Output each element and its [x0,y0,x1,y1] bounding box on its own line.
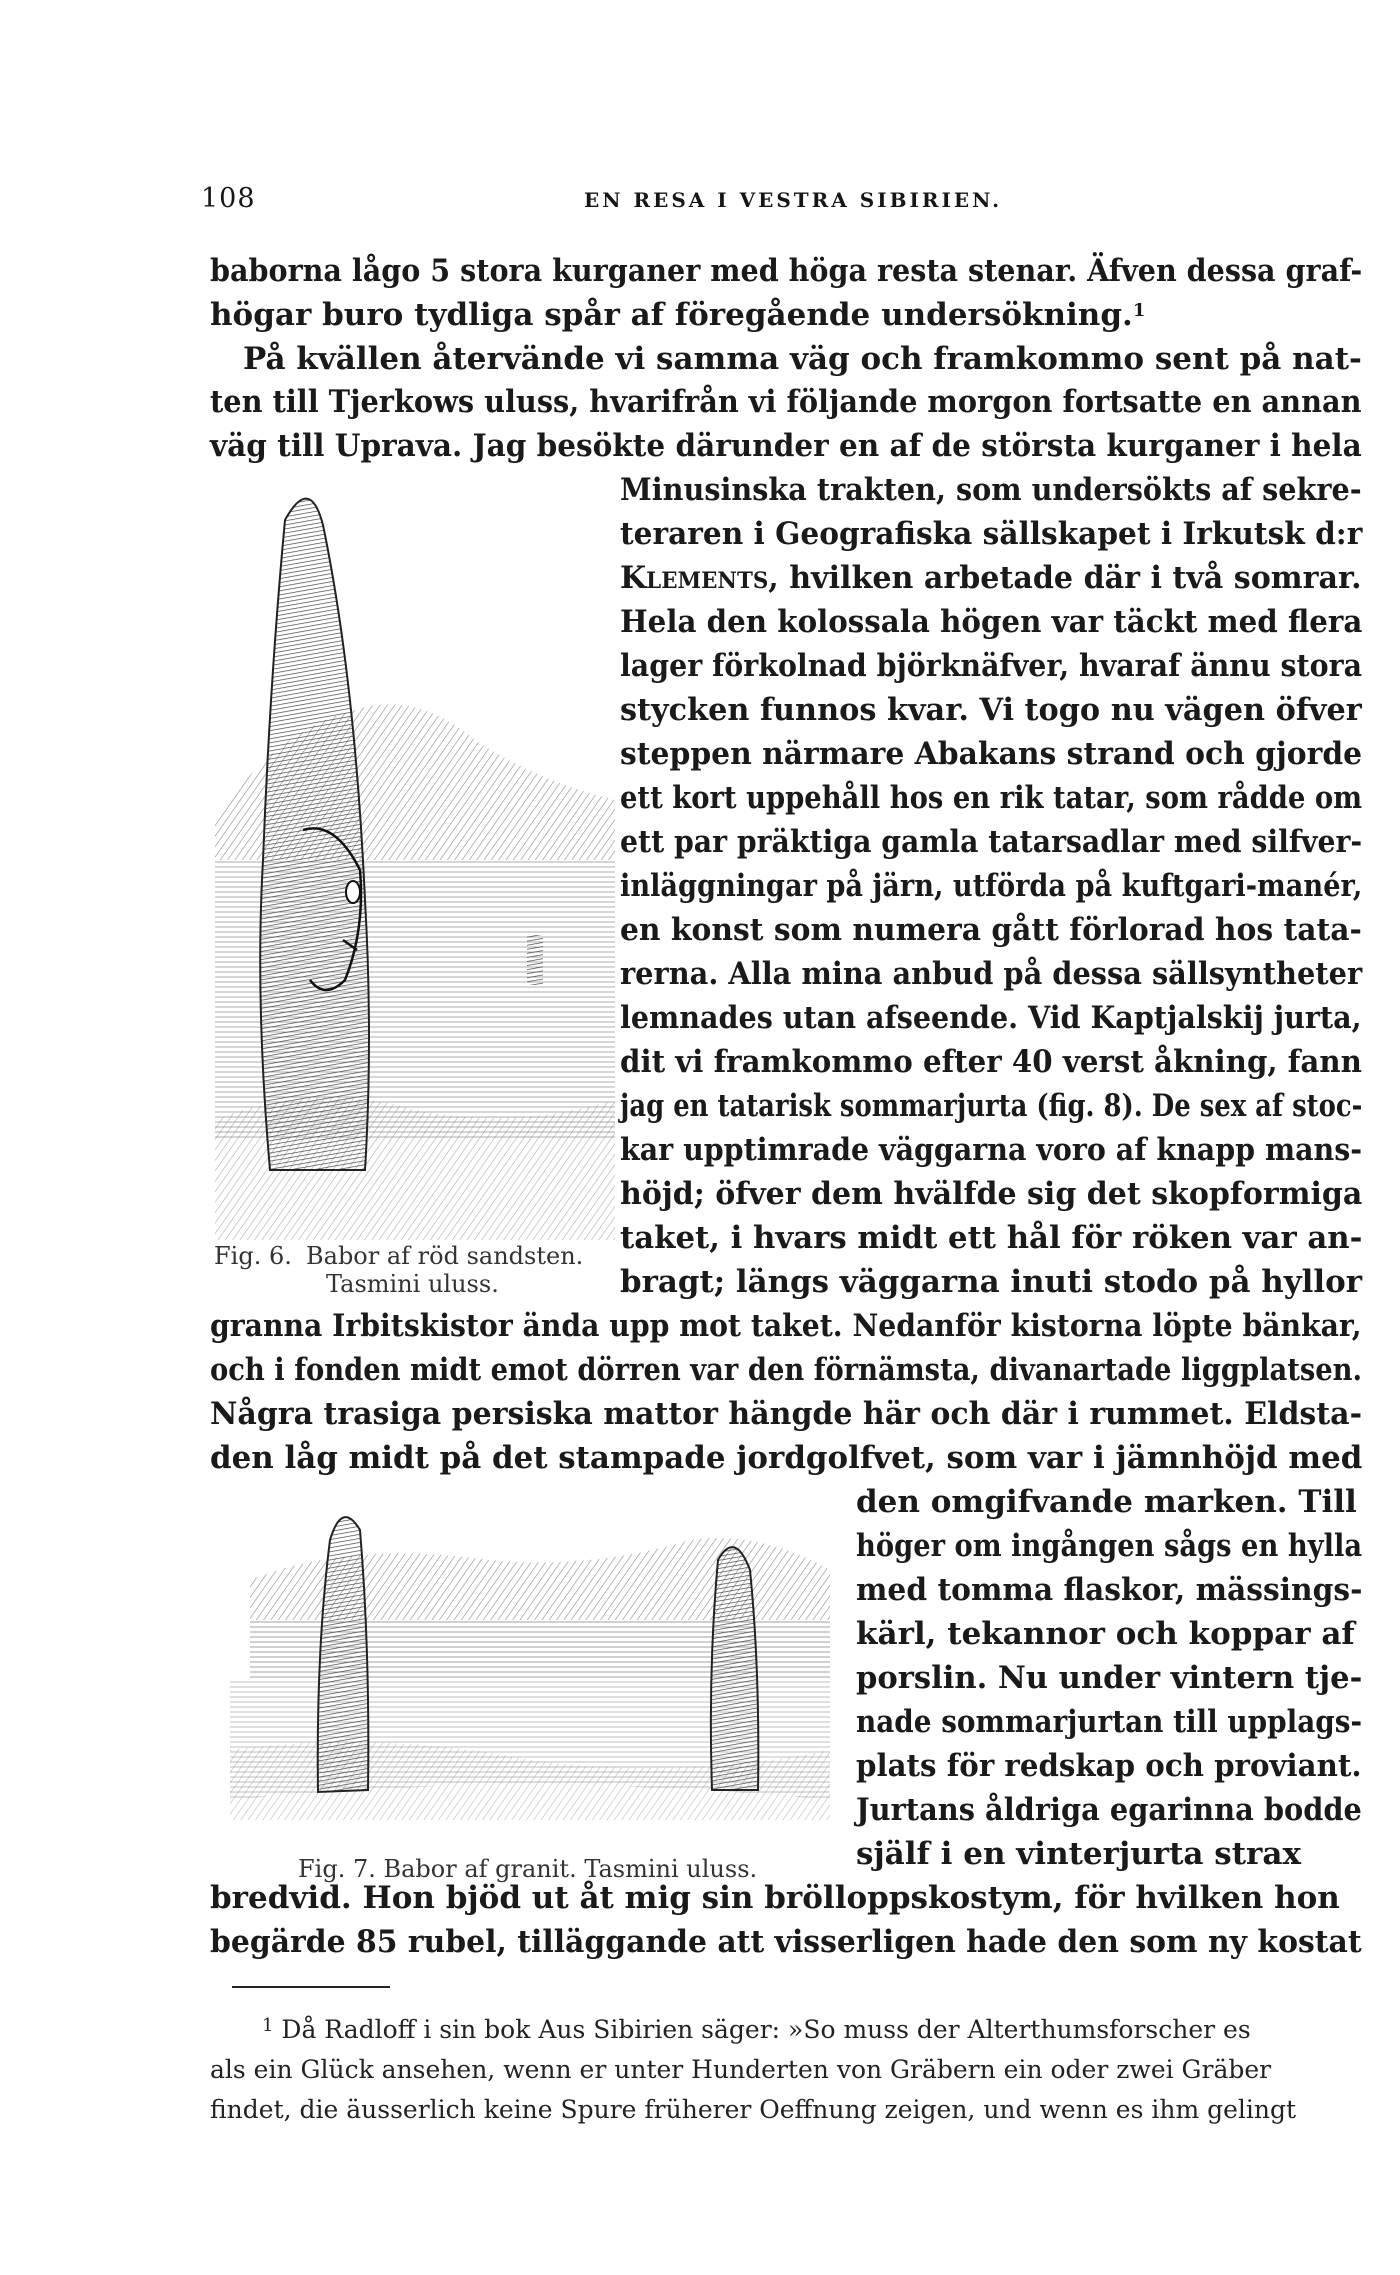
text-line: den låg midt på det stampade jordgolfvet, som var i jämnhöjd med [210,1440,1363,1476]
text-line: begärde 85 rubel, tilläggande att visserligen hade den som ny kostat [210,1924,1362,1960]
figure-6-illustration [215,480,615,1240]
text-line-content: högar buro tydliga spår af föregående undersökning. [210,297,1133,333]
text-line: den omgifvande marken. Till [856,1484,1357,1520]
text-line: ett kort uppehåll hos en rik tatar, som rådde om [620,780,1363,816]
text-line: stycken funnos kvar. Vi togo nu vägen öfver [620,692,1362,728]
figure-7-caption: Fig. 7. Babor af granit. Tasmini uluss. [298,1855,758,1883]
footnote-rule [232,1986,390,1988]
text-line: plats för redskap och proviant. [856,1748,1362,1784]
text-line: Hela den kolossala högen var täckt med flera [620,604,1363,640]
text-line: en konst som numera gått förlorad hos tata- [620,912,1362,948]
figure-6-caption-line1: Babor af röd sandsten. [306,1242,584,1270]
text-line [620,556,1362,600]
running-title: EN RESA I VESTRA SIBIRIEN. [584,188,1003,212]
text-line: Minusinska trakten, som undersökts af sekre- [620,472,1362,508]
text-line: kar upptimrade väggarna voro af knapp mans- [620,1132,1363,1168]
text-line: bragt; längs väggarna inuti stodo på hyllor [620,1264,1362,1300]
text-line: rerna. Alla mina anbud på dessa sällsyntheter [620,956,1363,992]
text-line: lager förkolnad björknäfver, hvaraf ännu stora [620,648,1363,684]
text-line: steppen närmare Abakans strand och gjorde [620,736,1363,772]
text-line: porslin. Nu under vintern tje- [856,1660,1363,1696]
footnote-line: findet, die äusserlich keine Spure früherer Oeffnung zeigen, und wenn es ihm gelingt [210,2095,1297,2124]
figure-6-caption-line2: Tasmini uluss. [326,1270,499,1298]
footnote-text: Då Radloff i sin bok Aus Sibirien säger: »So muss der Alterthumsforscher es [281,2015,1251,2044]
text-line: ett par präktiga gamla tatarsadlar med silfver- [620,824,1363,860]
text-line: taket, i hvars midt ett hål för röken var an- [620,1220,1363,1256]
footnote-reference: 1 [1132,300,1146,321]
text-line: och i fonden midt emot dörren var den förnämsta, divanartade liggplatsen. [210,1352,1363,1388]
figure-7-illustration [230,1500,830,1820]
text-line: höjd; öfver dem hvälfde sig det skopformiga [620,1176,1363,1212]
text-line: med tomma flaskor, mässings- [856,1572,1363,1608]
text-line: teraren i Geografiska sällskapet i Irkutsk d:r [620,516,1363,552]
text-line [210,293,1145,337]
text-line: väg till Uprava. Jag besökte därunder en af de största kurganer i hela [210,428,1362,464]
text-line: dit vi framkommo efter 40 verst åkning, fann [620,1044,1362,1080]
text-line: På kvällen återvände vi samma väg och framkommo sent på nat- [243,341,1362,377]
footnote-line: als ein Glück ansehen, wenn er unter Hunderten von Gräbern ein oder zwei Gräber [210,2055,1272,2084]
text-line: själf i en vinterjurta strax [856,1836,1301,1872]
text-line: lemnades utan afseende. Vid Kaptjalskij jurta, [620,1000,1362,1036]
text-line: kärl, tekannor och koppar af [856,1616,1355,1652]
footnote-marker: 1 [262,2015,274,2036]
text-line: nade sommarjurtan till upplags- [856,1704,1363,1740]
person-name: Klements [620,560,769,596]
text-line: jag en tatarisk sommarjurta (fig. 8). De sex af stoc- [620,1088,1363,1124]
text-line: Några trasiga persiska mattor hängde här och där i rummet. Eldsta- [210,1396,1363,1432]
text-line: Jurtans åldriga egarinna bodde [856,1792,1362,1828]
text-line: ten till Tjerkows uluss, hvarifrån vi följande morgon fortsatte en annan [210,384,1362,420]
page-number: 108 [201,183,256,214]
text-line: granna Irbitskistor ända upp mot taket. Nedanför kistorna löpte bänkar, [210,1308,1362,1344]
text-line: inläggningar på järn, utförda på kuftgari-manér, [620,868,1363,904]
text-line: höger om ingången sågs en hylla [856,1528,1363,1564]
text-line-content: , hvilken arbetade där i två somrar. [768,560,1362,596]
footnote-line [262,2010,1251,2050]
figure-6-label: Fig. 6. [214,1242,292,1270]
text-line: bredvid. Hon bjöd ut åt mig sin brölloppskostym, för hvilken hon [210,1880,1340,1916]
text-line: baborna lågo 5 stora kurganer med höga resta stenar. Äfven dessa graf- [210,253,1363,289]
